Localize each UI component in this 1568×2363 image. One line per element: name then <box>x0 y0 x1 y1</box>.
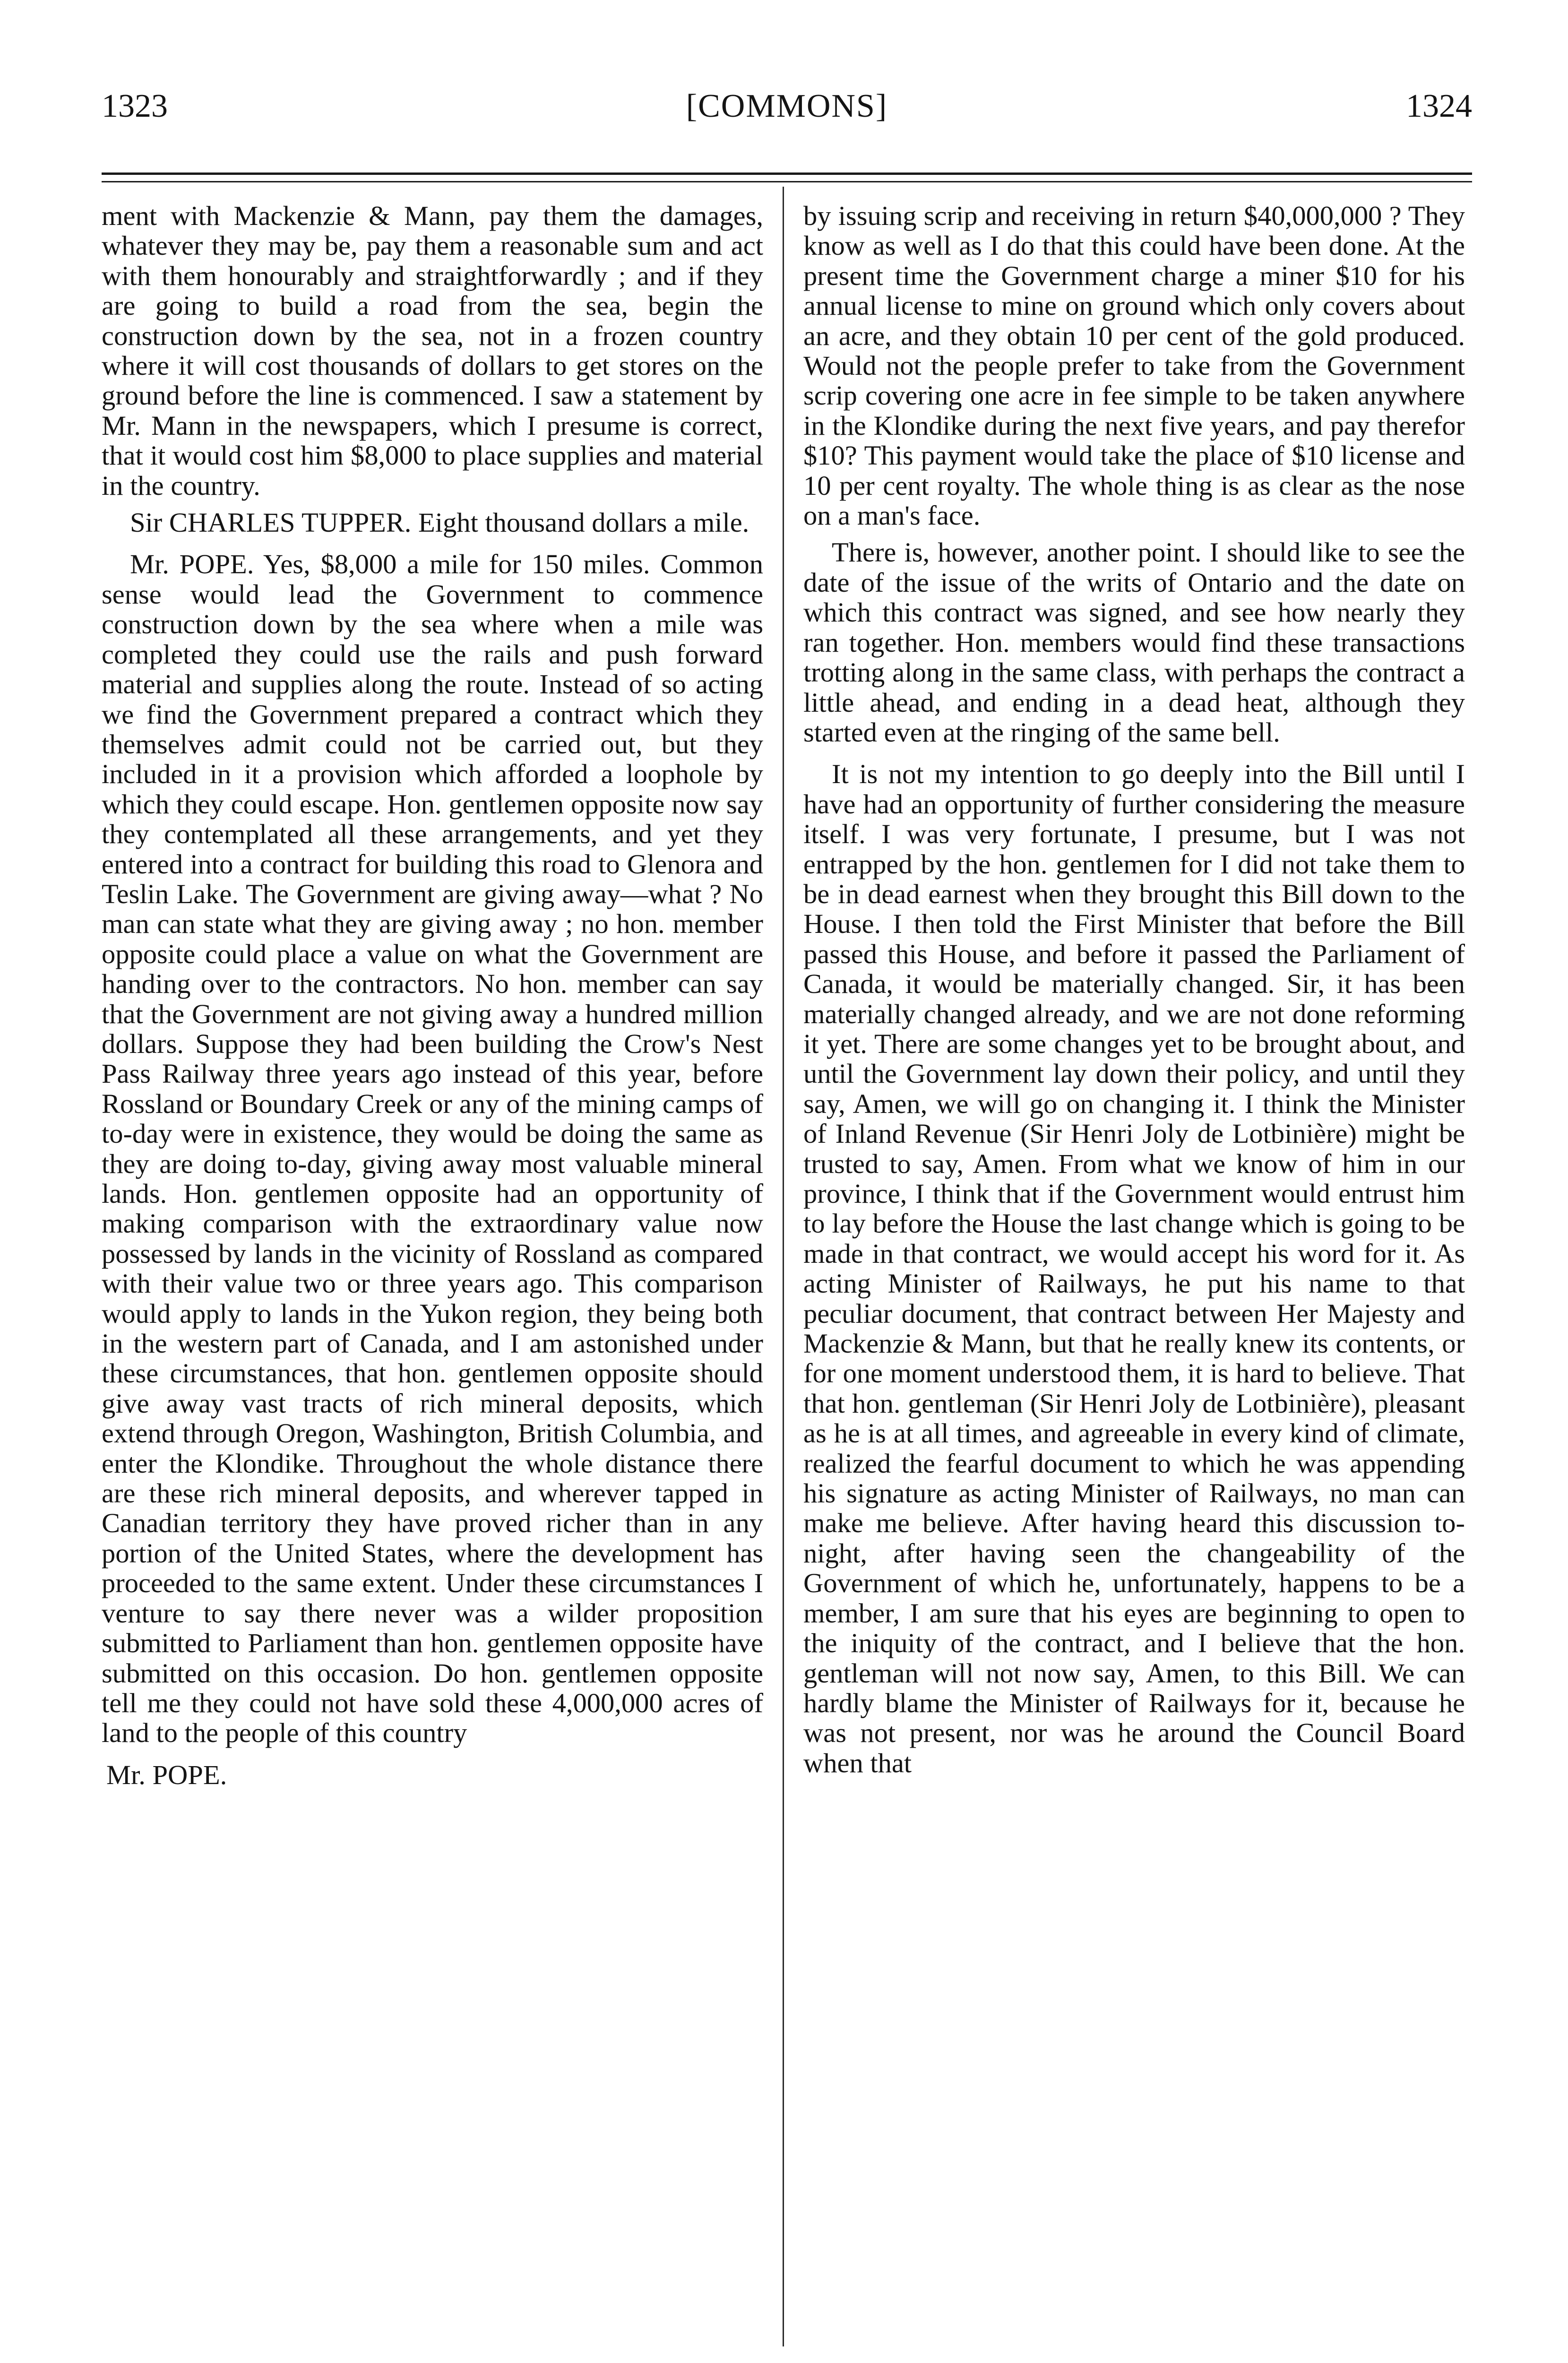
left-paragraph-2: Sir CHARLES TUPPER. Eight thousand dollars a mile. <box>130 507 750 538</box>
column-divider <box>783 187 784 2346</box>
running-head: [COMMONS] <box>686 88 888 124</box>
page-number-left: 1323 <box>102 88 168 124</box>
right-column <box>803 201 1465 2363</box>
right-paragraph-3: It is not my intention to go deeply into the Bill until I have had an opportunity of further considering the measure itself. I was very fortunate, I presume, but I was not entrapped by the hon. gentlemen for I did not take them to be in dead earnest when they brought this Bill down to the House. I then told the First Minister that before the Bill passed this House, and before it passed the Parliament of Canada, it would be materially changed. Sir, it has been materially changed already, and we are not done reforming it yet. There are some changes yet to be brought about, and until the Government lay down their policy, and until they say, Amen, we will go on changing it. I think the Minister of Inland Revenue (Sir Henri Joly de Lotbinière) might be trusted to say, Amen. From what we know of him in our province, I think that if the Government would entrust him to lay before the House the last change which is going to be made in that contract, we would accept his word for it. As acting Minister of Railways, he put his name to that peculiar document, that contract between Her Majesty and Mackenzie & Mann, but that he really knew its contents, or for one moment understood them, it is hard to believe. That that hon. gentleman (Sir Henri Joly de Lotbinière), pleasant as he is at all times, and agreeable in every kind of climate, realized the fearful document to which he was appending his signature as acting Minister of Railways, no man can make me believe. After having heard this discussion to-night, after having seen the changeability of the Government of which he, unfortunately, happens to be a member, I am sure that his eyes are beginning to open to the iniquity of the contract, and I believe that the hon. gentleman will not now say, Amen, to this Bill. We can hardly blame the Minister of Railways for it, because he was not present, nor was he around the Council Board when that <box>803 759 1465 1778</box>
catchword: Mr. POPE. <box>106 1759 227 1790</box>
left-paragraph-3: Mr. POPE. Yes, $8,000 a mile for 150 miles. Common sense would lead the Government to commence construction down by the sea where when a mile was completed they could use the rails and push forward material and supplies along the route. Instead of so acting we find the Government prepared a contract which they themselves admit could not be carried out, but they included in it a provision which afforded a loophole by which they could escape. Hon. gentlemen opposite now say they contemplated all these arrangements, and yet they entered into a contract for building this road to Glenora and Teslin Lake. The Government are giving away—what ? No man can state what they are giving away ; no hon. member opposite could place a value on what the Government are handing over to the contractors. No hon. member can say that the Government are not giving away a hundred million dollars. Suppose they had been building the Crow's Nest Pass Railway three years ago instead of this year, before Rossland or Boundary Creek or any of the mining camps of to-day were in existence, they would be doing the same as they are doing to-day, giving away most valuable mineral lands. Hon. gentlemen opposite had an opportunity of making comparison with the extraordinary value now possessed by lands in the vicinity of Rossland as compared with their value two or three years ago. This comparison would apply to lands in the Yukon region, they being both in the western part of Canada, and I am astonished under these circumstances, that hon. gentlemen opposite should give away vast tracts of rich mineral deposits, which extend through Oregon, Washington, British Columbia, and enter the Klondike. Throughout the whole distance there are these rich mineral deposits, and wherever tapped in Canadian territory they have proved richer than in any portion of the United States, where the development has proceeded to the same extent. Under these circumstances I venture to say there never was a wilder proposition submitted to Parliament than hon. gentlemen opposite have submitted on this occasion. Do hon. gentlemen opposite tell me they could not have sold these 4,000,000 acres of land to the people of this country <box>102 549 763 1749</box>
header-rule-thick <box>102 172 1472 175</box>
header-rule-thin <box>102 181 1472 182</box>
right-paragraph-1: by issuing scrip and receiving in return $40,000,000 ? They know as well as I do that this could have been done. At the present time the Government charge a miner $10 for his annual license to mine on ground which only covers about an acre, and they obtain 10 per cent of the gold produced. Would not the people prefer to take from the Government scrip covering one acre in fee simple to be taken anywhere in the Klondike during the next five years, and pay therefor $10? This payment would take the place of $10 license and 10 per cent royalty. The whole thing is as clear as the nose on a man's face. <box>803 201 1465 531</box>
page-header <box>102 83 1472 139</box>
page-number-right: 1324 <box>1406 88 1472 124</box>
left-column <box>102 201 763 2363</box>
right-paragraph-2: There is, however, another point. I should like to see the date of the issue of the writs of Ontario and the date on which this contract was signed, and see how nearly they ran together. Hon. members would find these transactions trotting along in the same class, with perhaps the contract a little ahead, and ending in a dead heat, although they started even at the ringing of the same bell. <box>803 537 1465 748</box>
left-paragraph-1: ment with Mackenzie & Mann, pay them the damages, whatever they may be, pay them a reasonable sum and act with them honourably and straightforwardly ; and if they are going to build a road from the sea, begin the construction down by the sea, not in a frozen country where it will cost thousands of dollars to get stores on the ground before the line is commenced. I saw a statement by Mr. Mann in the newspapers, which I presume is correct, that it would cost him $8,000 to place supplies and material in the country. <box>102 201 763 501</box>
